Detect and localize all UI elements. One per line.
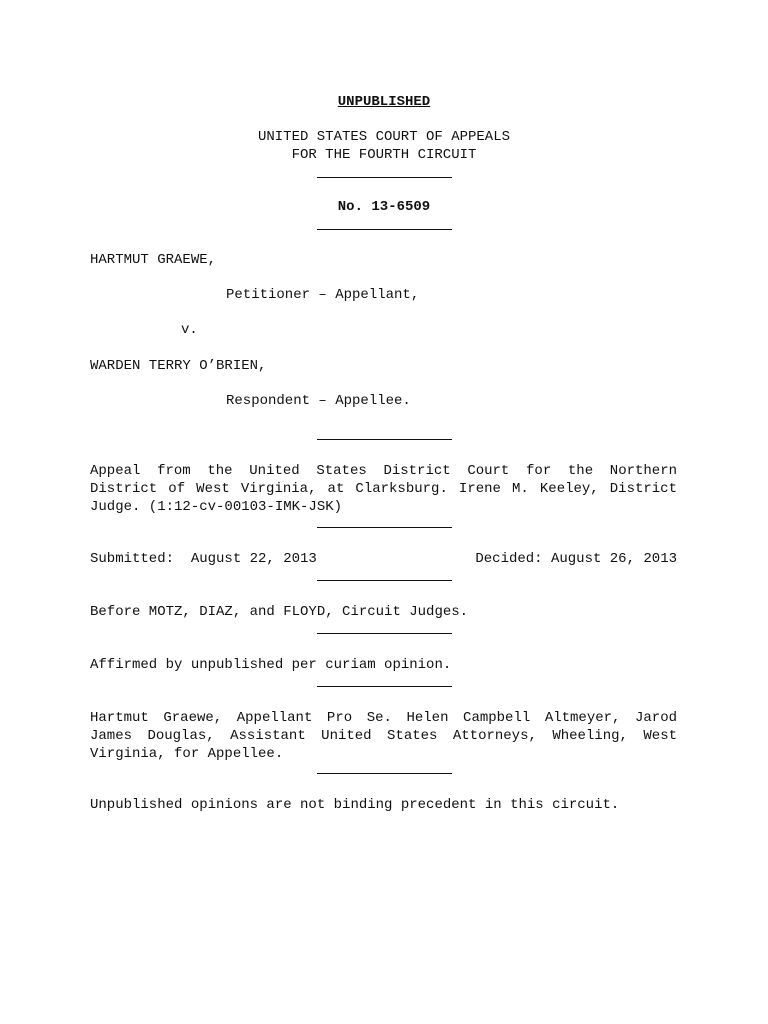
versus-label: v.: [181, 322, 198, 338]
divider-rule: [317, 229, 452, 230]
divider-rule: [317, 177, 452, 178]
appeal-paragraph: Appeal from the United States District Court for the Northern District of West Virginia, at Clarksburg. Irene M. Keeley, District Judge. (1:12-cv-00103-IMK-JSK): [90, 463, 677, 515]
submitted-date: Submitted: August 22, 2013: [90, 551, 317, 567]
court-name-line1: UNITED STATES COURT OF APPEALS: [257, 129, 511, 145]
respondent-role: Respondent – Appellee.: [226, 393, 411, 409]
unpublished-heading: UNPUBLISHED: [337, 94, 431, 110]
respondent-name: WARDEN TERRY O’BRIEN,: [90, 358, 267, 374]
divider-rule: [317, 439, 452, 440]
precedent-notice: Unpublished opinions are not binding precedent in this circuit.: [90, 797, 620, 813]
counsel-paragraph: Hartmut Graewe, Appellant Pro Se. Helen Campbell Altmeyer, Jarod James Douglas, Assistant United States Attorneys, Wheeling, West Virginia, for Appellee.: [90, 710, 677, 762]
divider-rule: [317, 686, 452, 687]
decided-date: Decided: August 26, 2013: [475, 551, 677, 567]
court-name-line2: FOR THE FOURTH CIRCUIT: [291, 147, 477, 163]
panel-judges: Before MOTZ, DIAZ, and FLOYD, Circuit Judges.: [90, 604, 469, 620]
divider-rule: [317, 633, 452, 634]
dates-row: [90, 550, 677, 568]
divider-rule: [317, 773, 452, 774]
divider-rule: [317, 527, 452, 528]
petitioner-role: Petitioner – Appellant,: [226, 287, 420, 303]
disposition: Affirmed by unpublished per curiam opinion.: [90, 657, 452, 673]
case-number: No. 13-6509: [337, 199, 431, 215]
petitioner-name: HARTMUT GRAEWE,: [90, 252, 217, 268]
divider-rule: [317, 580, 452, 581]
